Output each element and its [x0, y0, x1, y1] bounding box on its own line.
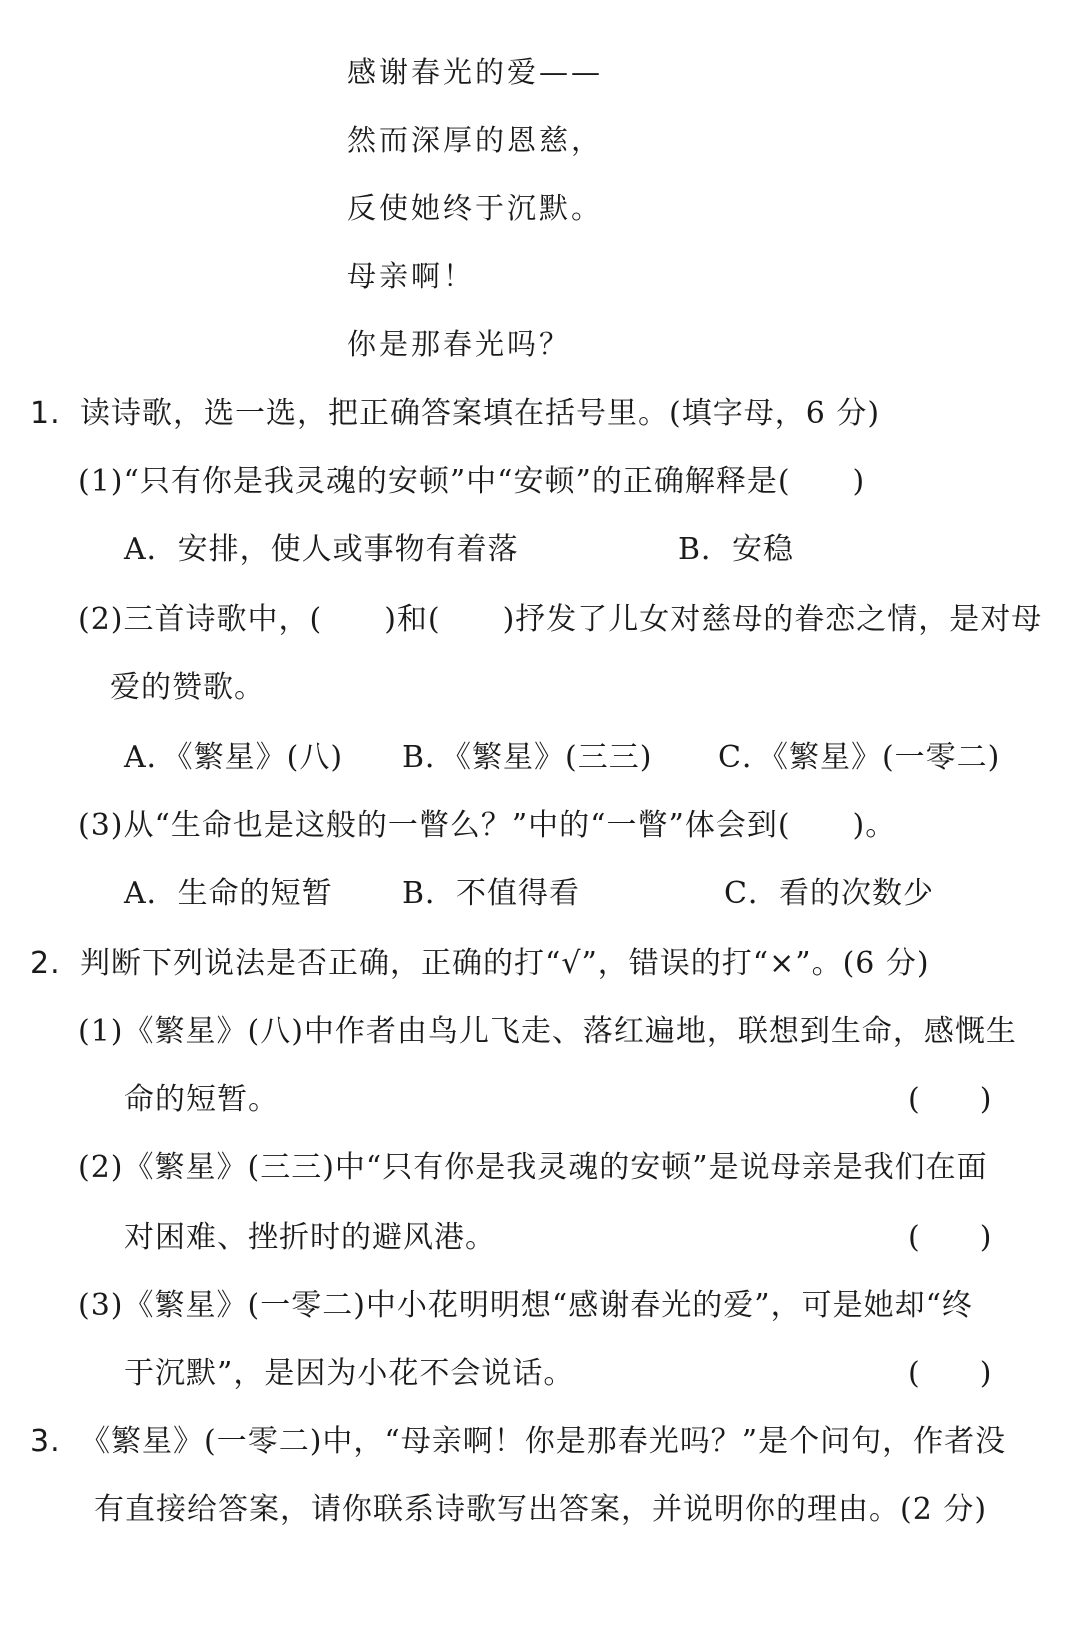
question-3-line-1: 《繁星》(一零二)中，“母亲啊！你是那春光吗？”是个问句，作者没 — [80, 1424, 1007, 1459]
question-1-sub-2-line-1: (2)三首诗歌中，( )和( )抒发了儿女对慈母的眷恋之情，是对母 — [78, 602, 1043, 637]
question-1-sub-3: (3)从“生命也是这般的一瞥么？”中的“一瞥”体会到( )。 — [78, 808, 897, 843]
poem-line-3: 反使她终于沉默。 — [347, 191, 604, 225]
question-1-stem: 读诗歌，选一选，把正确答案填在括号里。(填字母，6 分) — [80, 396, 881, 431]
poem-line-4: 母亲啊！ — [347, 259, 476, 293]
question-1-sub-2-option-a: A．《繁星》(八) — [124, 740, 344, 775]
question-2-item-3-line-1: (3)《繁星》(一零二)中小花明明想“感谢春光的爱”，可是她却“终 — [78, 1288, 973, 1323]
question-2-item-2-line-1: (2)《繁星》(三三)中“只有你是我灵魂的安顿”是说母亲是我们在面 — [78, 1150, 988, 1185]
poem-line-2: 然而深厚的恩慈， — [347, 123, 604, 157]
question-2-item-1-line-2: 命的短暂。 — [124, 1082, 279, 1117]
question-2-stem: 判断下列说法是否正确，正确的打“√”，错误的打“×”。(6 分) — [80, 946, 930, 981]
question-2-item-3-answer-box[interactable]: ( ) — [908, 1356, 992, 1391]
question-1-sub-2-option-b: B．《繁星》(三三) — [402, 740, 653, 775]
question-2-number: 2. — [30, 946, 61, 981]
question-2-item-1-line-1: (1)《繁星》(八)中作者由鸟儿飞走、落红遍地，联想到生命，感慨生 — [78, 1014, 1017, 1049]
question-2-item-3-line-2: 于沉默”，是因为小花不会说话。 — [124, 1356, 575, 1391]
question-1-sub-3-option-c: C．看的次数少 — [724, 876, 934, 911]
question-2-item-2-answer-box[interactable]: ( ) — [908, 1220, 992, 1255]
question-1-sub-2-option-c: C．《繁星》(一零二) — [718, 740, 1001, 775]
poem-line-5: 你是那春光吗？ — [347, 327, 572, 361]
question-1-sub-1-option-b: B．安稳 — [678, 532, 795, 567]
question-1-sub-3-option-a: A．生命的短暂 — [124, 876, 333, 911]
question-1-sub-2-line-2: 爱的赞歌。 — [110, 670, 265, 705]
question-2-item-1-answer-box[interactable]: ( ) — [908, 1082, 992, 1117]
question-1-sub-1: (1)“只有你是我灵魂的安顿”中“安顿”的正确解释是( ) — [78, 464, 866, 499]
question-1-number: 1. — [30, 396, 61, 431]
question-1-sub-1-option-a: A．安排，使人或事物有着落 — [124, 532, 519, 567]
question-1-sub-3-option-b: B．不值得看 — [402, 876, 581, 911]
question-2-item-2-line-2: 对困难、挫折时的避风港。 — [124, 1220, 496, 1255]
question-3-number: 3. — [30, 1424, 61, 1459]
question-3-line-2: 有直接给答案，请你联系诗歌写出答案，并说明你的理由。(2 分) — [94, 1492, 988, 1527]
poem-line-1: 感谢春光的爱—— — [347, 55, 604, 89]
